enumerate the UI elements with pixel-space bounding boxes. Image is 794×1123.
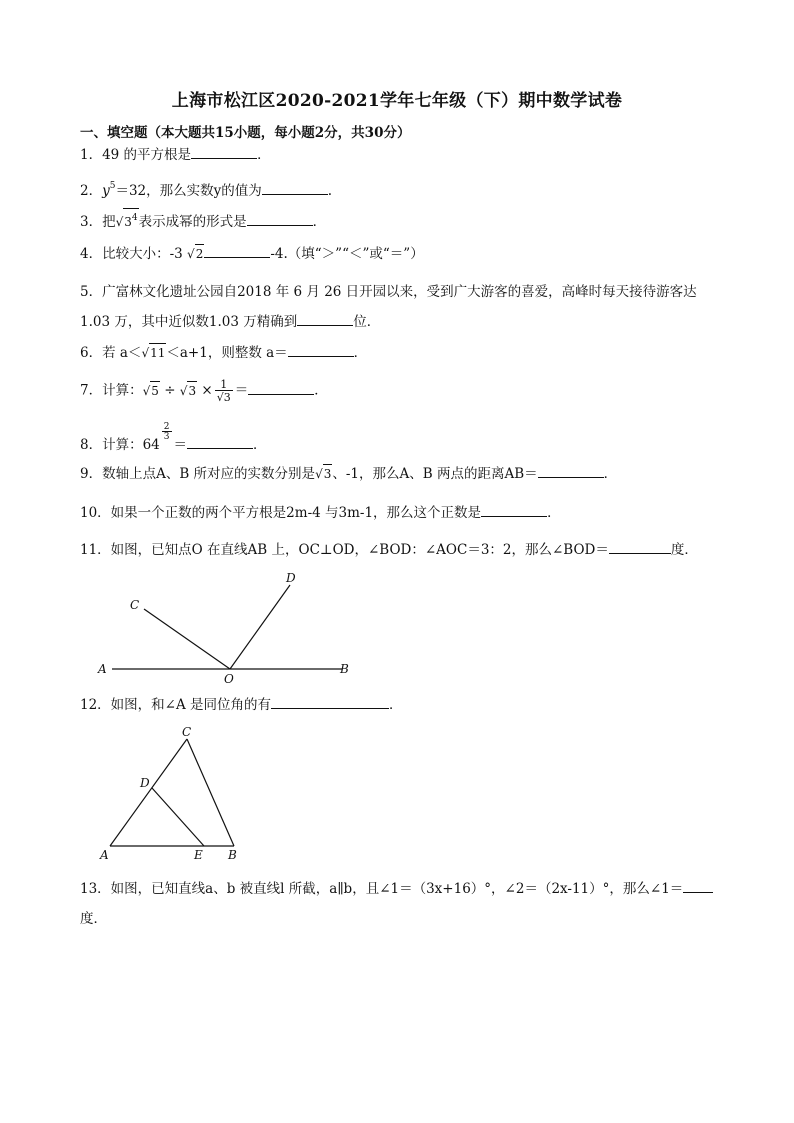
- fraction-exponent: $\frac{2}{3}$: [163, 422, 170, 442]
- segment-de: [152, 788, 204, 846]
- answer-blank[interactable]: [297, 313, 353, 326]
- answer-blank[interactable]: [262, 182, 328, 195]
- segment-ac: [110, 739, 187, 846]
- label-b: B: [228, 848, 237, 862]
- answer-blank[interactable]: [248, 382, 314, 395]
- answer-blank[interactable]: [481, 504, 547, 517]
- figure-11-angle-diagram: [90, 565, 370, 690]
- answer-blank[interactable]: [187, 436, 253, 449]
- question-9: 9．数轴上点A、B 所对应的实数分别是√3、-1，那么A、B 两点的距离AB＝ ．: [80, 466, 618, 482]
- answer-blank[interactable]: [538, 465, 604, 478]
- label-d: D: [140, 776, 150, 790]
- question-3: 3．把$√3^4$表示成幂的形式是 ．: [80, 208, 326, 231]
- section-heading: 一、填空题（本大题共15小题，每小题2分，共30分）: [80, 125, 411, 141]
- question-13: 13．如图，已知直线a、b 被直线l 所截，a∥b，且∠1＝（3x+16）°，∠2＝（2x-11）°，那么∠1＝ 度．: [80, 874, 720, 934]
- question-10: 10．如果一个正数的两个平方根是2m-4 与3m-1，那么这个正数是 ．: [80, 505, 561, 521]
- label-b: B: [340, 662, 349, 676]
- radical: √5: [143, 381, 160, 400]
- answer-blank[interactable]: [609, 541, 671, 554]
- question-2: 2．$y^5=32$，那么实数y的值为 .: [80, 181, 333, 199]
- answer-blank[interactable]: [683, 880, 713, 893]
- radical: √11: [141, 343, 166, 362]
- answer-blank[interactable]: [288, 344, 354, 357]
- label-a: A: [100, 848, 109, 862]
- radical: $√3^4$: [116, 208, 139, 231]
- figure-12-triangle-diagram: [92, 722, 252, 867]
- label-e: E: [194, 848, 203, 862]
- question-7: 7．计算：$√5 \div √3 \times \frac{1}{√3}$ ＝ ．: [80, 378, 328, 404]
- ray-od: [230, 585, 290, 669]
- ray-oc: [144, 609, 230, 669]
- radical: √3: [180, 381, 197, 400]
- fraction: $\frac{1}{√3}$: [216, 378, 231, 404]
- segment-cb: [187, 739, 234, 846]
- page-title: 上海市松江区2020-2021学年七年级（下）期中数学试卷: [171, 91, 623, 111]
- answer-blank[interactable]: [204, 245, 270, 258]
- question-1: 1．49 的平方根是 ．: [80, 147, 271, 163]
- radical: √3: [315, 464, 332, 483]
- answer-blank[interactable]: [247, 213, 313, 226]
- answer-blank[interactable]: [271, 696, 389, 709]
- question-4: 4．比较大小：-3 √2 -4.（填“＞”“＜”或“＝”）: [80, 246, 424, 262]
- question-11: 11．如图，已知点O 在直线AB 上，OC⊥OD，∠BOD：∠AOC＝3：2，那么∠BOD＝ 度．: [80, 542, 698, 558]
- label-a: A: [98, 662, 107, 676]
- question-5: 5．广富林文化遗址公园自2018 年 6 月 26 日开园以来，受到广大游客的喜爱，高峰时每天接待游客达1.03 万，其中近似数1.03 万精确到 位．: [80, 284, 697, 330]
- question-6: 6．若 a＜√11＜a+1，则整数 a＝ ．: [80, 345, 368, 361]
- radical: √2: [187, 244, 204, 263]
- question-12: 12．如图，和∠A 是同位角的有 ．: [80, 697, 403, 713]
- label-c: C: [182, 725, 192, 739]
- answer-blank[interactable]: [191, 146, 257, 159]
- label-o: O: [224, 672, 234, 686]
- label-c: C: [130, 598, 140, 612]
- label-d: D: [286, 571, 296, 585]
- question-8: 8．计算：$64\frac{2}{3}=$ ．: [80, 422, 267, 453]
